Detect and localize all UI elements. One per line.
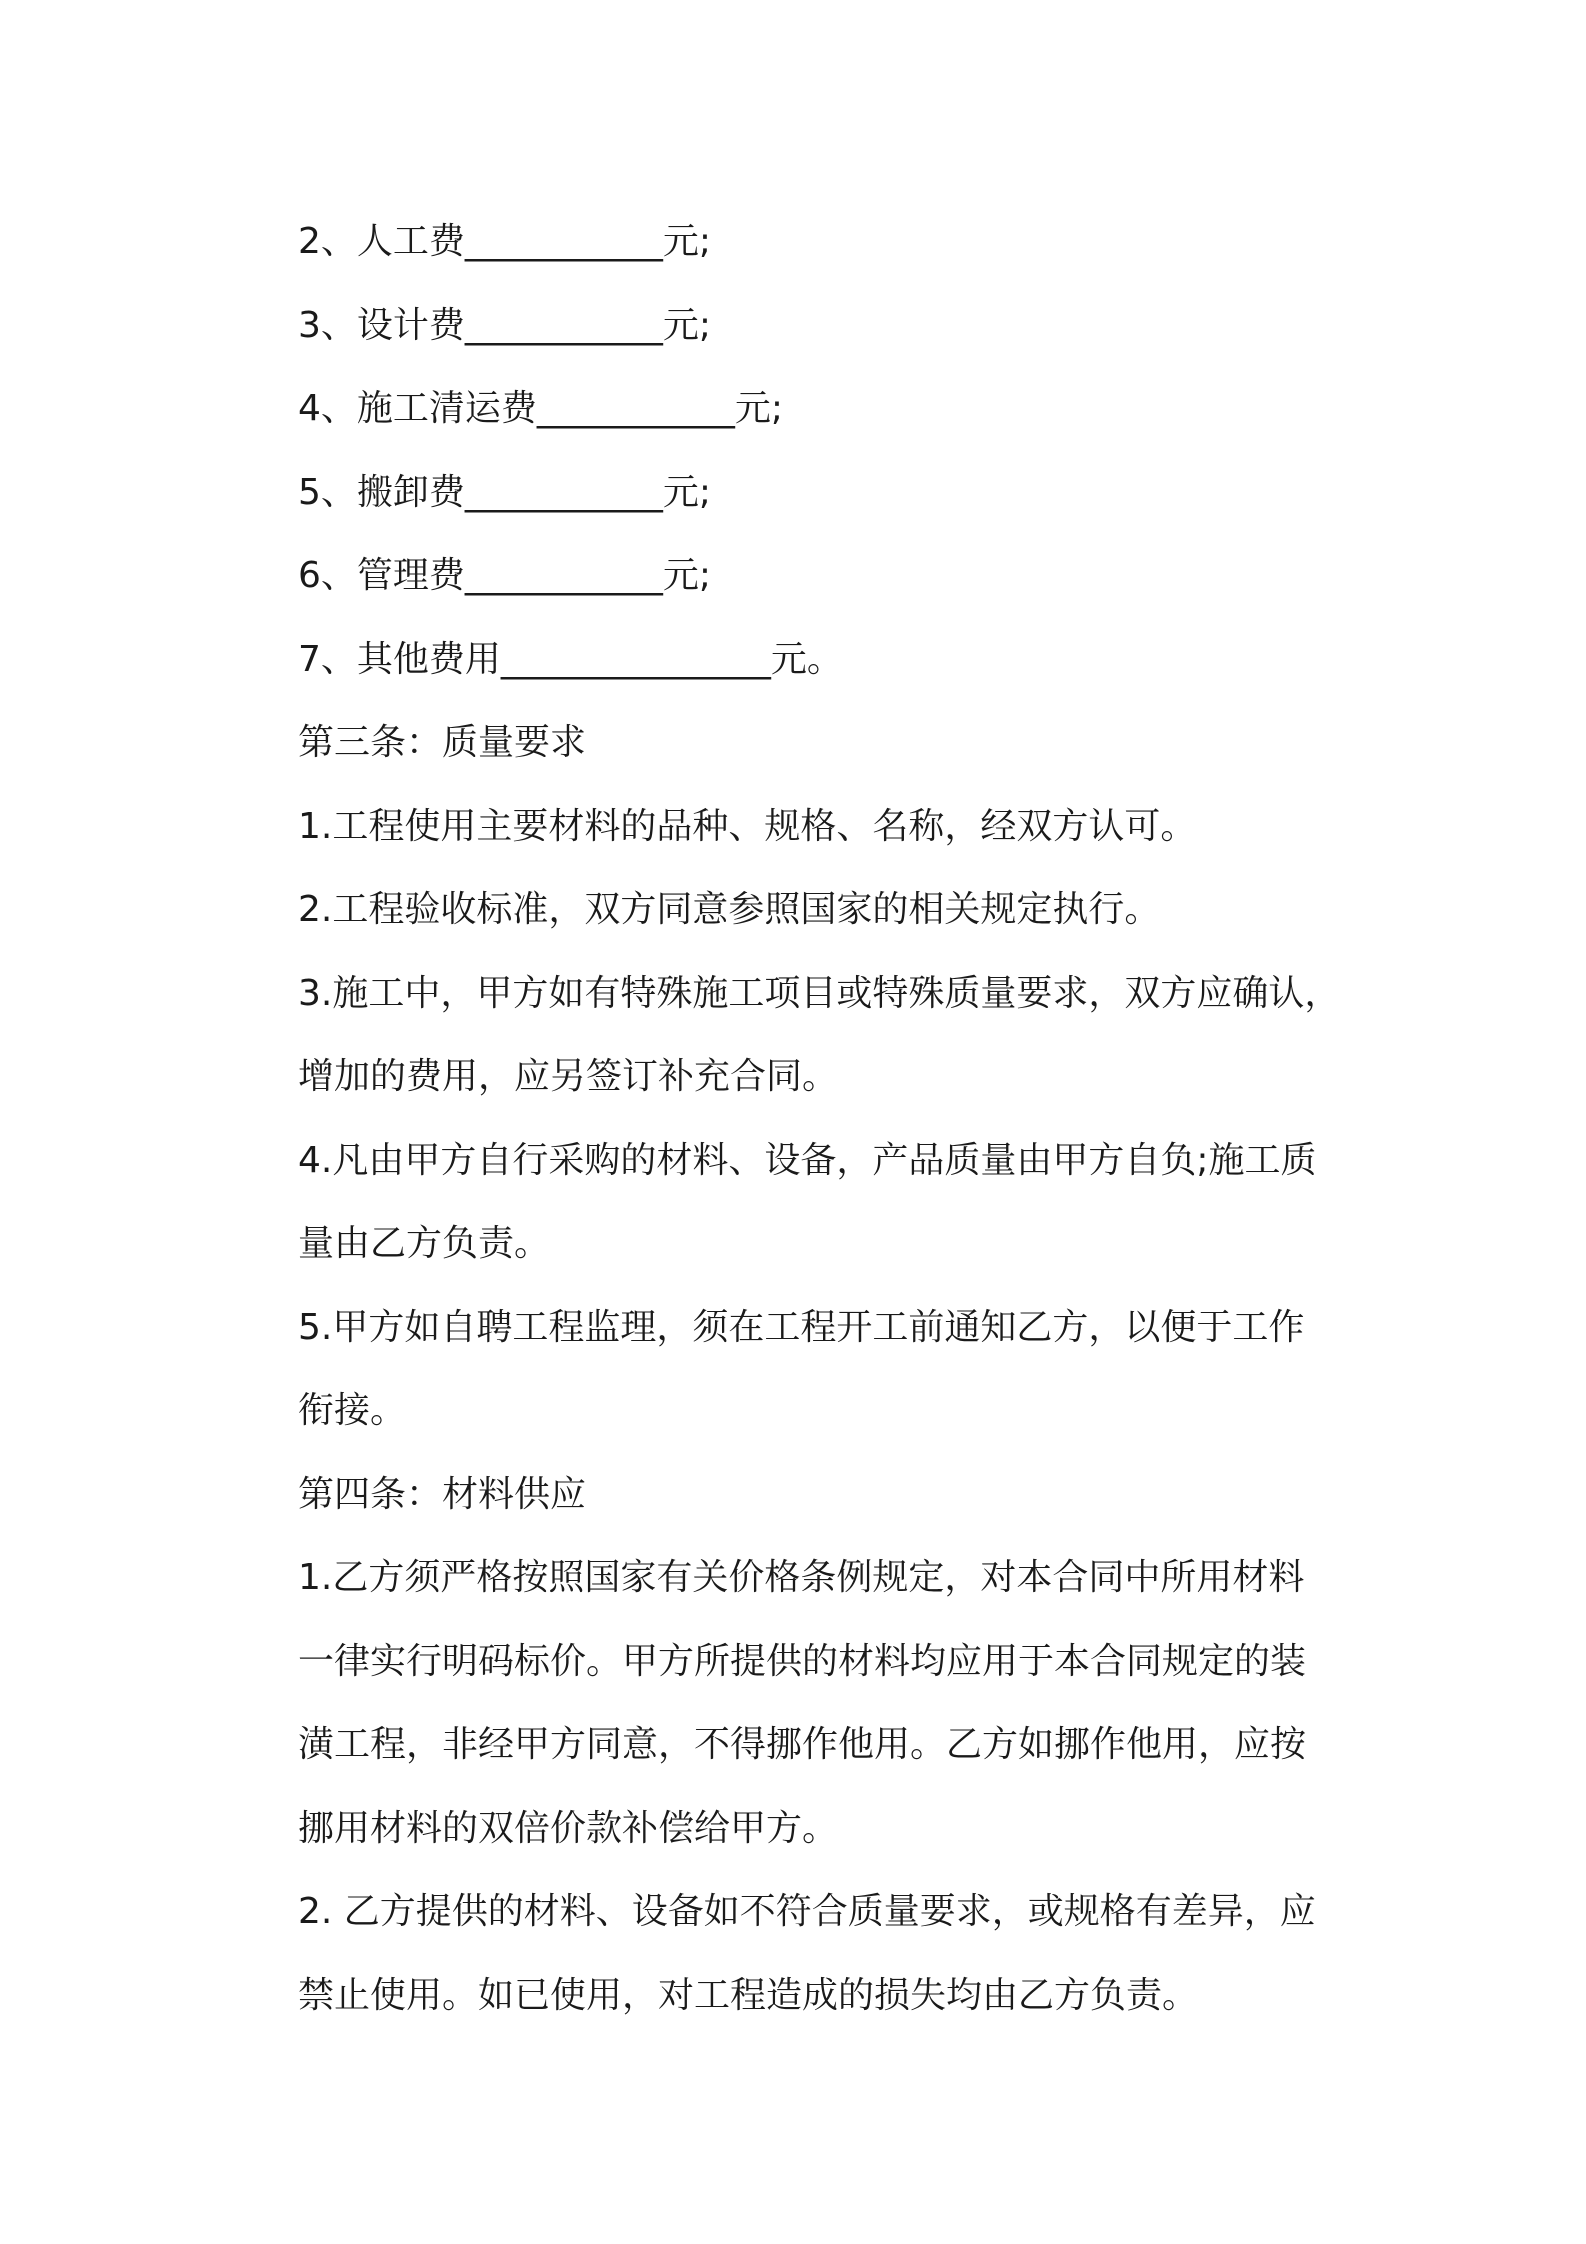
article-4-line: 禁止使用。如已使用，对工程造成的损失均由乙方负责。 (298, 1974, 1199, 2016)
article-3-line: 衔接。 (298, 1390, 407, 1431)
article-3-heading: 第三条：质量要求 (298, 722, 587, 763)
article-3-line: 增加的费用，应另签订补充合同。 (298, 1056, 839, 1097)
fee-item: 2、人工费___________元; (298, 221, 712, 262)
article-4-heading: 第四条：材料供应 (298, 1473, 587, 1515)
article-3-line: 4.凡由甲方自行采购的材料、设备，产品质量由甲方自负;施工质 (298, 1139, 1317, 1181)
article-4-line: 挪用材料的双倍价款补偿给甲方。 (298, 1807, 839, 1849)
article-4-line: 一律实行明码标价。甲方所提供的材料均应用于本合同规定的装 (298, 1640, 1307, 1682)
article-4-line: 1.乙方须严格按照国家有关价格条例规定，对本合同中所用材料 (298, 1557, 1305, 1598)
article-3-line: 2.工程验收标准，双方同意参照国家的相关规定执行。 (298, 889, 1161, 930)
fee-item: 6、管理费___________元; (298, 555, 712, 596)
article-4-line: 潢工程，非经甲方同意，不得挪作他用。乙方如挪作他用，应按 (298, 1724, 1307, 1765)
fee-item: 3、设计费___________元; (298, 304, 712, 346)
fee-item: 5、搬卸费___________元; (298, 471, 712, 513)
article-3-line: 1.工程使用主要材料的品种、规格、名称，经双方认可。 (298, 805, 1197, 847)
fee-item: 4、施工清运费___________元; (298, 388, 784, 429)
article-3-line: 量由乙方负责。 (298, 1223, 551, 1264)
document-body (298, 200, 1368, 2037)
article-4-line: 2. 乙方提供的材料、设备如不符合质量要求，或规格有差异，应 (298, 1891, 1316, 1932)
article-3-line: 3.施工中，甲方如有特殊施工项目或特殊质量要求，双方应确认， (298, 972, 1341, 1014)
fee-item: 7、其他费用_______________元。 (298, 638, 843, 680)
article-3-line: 5.甲方如自聘工程监理，须在工程开工前通知乙方，以便于工作 (298, 1306, 1305, 1348)
